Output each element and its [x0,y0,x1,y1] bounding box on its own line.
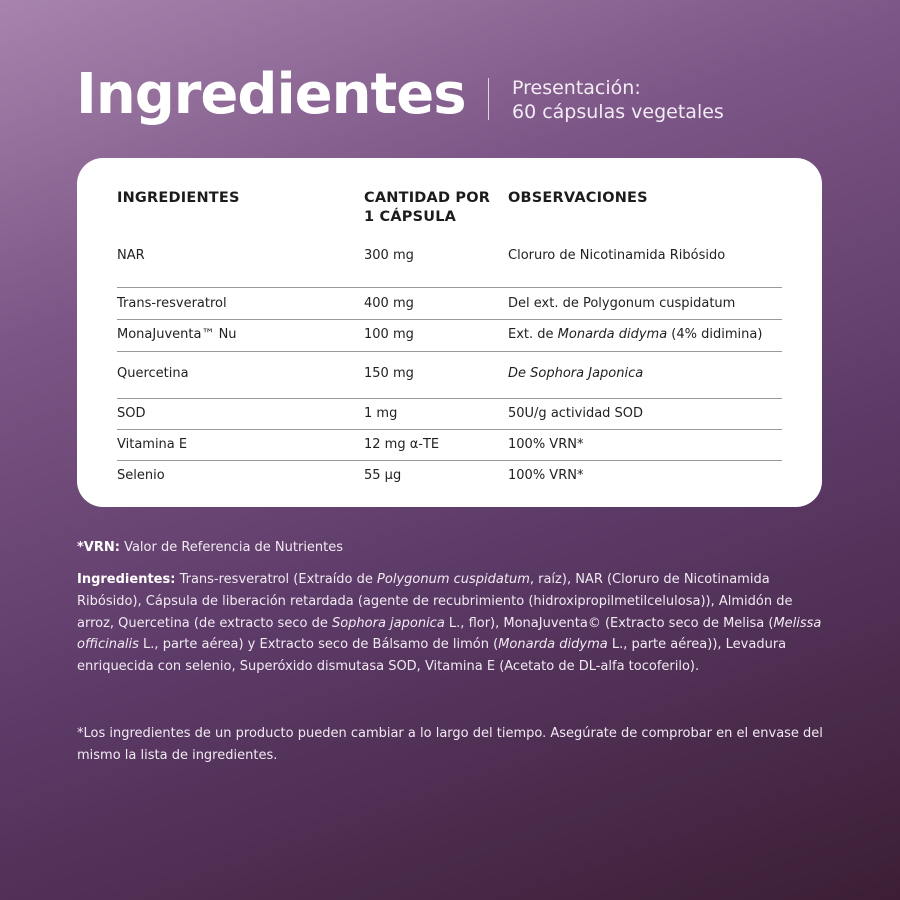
ingredients-list [77,569,827,678]
table-row [117,246,782,288]
header-amount [364,189,490,227]
species-name: Melissa officinalis [77,615,822,653]
ingredients-label: Ingredientes: [77,572,176,587]
row-observation: 100% VRN* [508,468,584,483]
presentation-label: Presentación: [512,77,641,99]
row-ingredient: Selenio [117,468,165,483]
obs-prefix: Ext. de [508,327,558,342]
vrn-label: *VRN: [77,540,120,555]
row-amount: 400 mg [364,296,414,311]
row-ingredient: Quercetina [117,366,189,381]
species-name: Sophora japonica [331,615,445,631]
row-observation: Cloruro de Nicotinamida Ribósido [508,248,726,263]
row-ingredient: Trans-resveratrol [117,296,227,311]
table-row [117,352,782,399]
row-amount: 100 mg [364,327,414,342]
row-ingredient: SOD [117,406,146,421]
header-ingredients: INGREDIENTES [117,190,240,206]
ingredients-text: L., parte aérea) y Extracto seco de Bálsamo de limón ( [138,637,499,653]
row-amount: 55 µg [364,468,402,483]
ingredients-text: L., parte aérea)), Levadura enriquecida con selenio, Superóxido dismutasa SOD, Vitamina E (Acetato de DL-alfa tocoferilo). [77,637,787,675]
table-row [117,461,782,492]
row-ingredient: Vitamina E [117,437,188,452]
vrn-note [77,537,827,559]
table-row [117,399,782,430]
row-ingredient: NAR [117,248,145,263]
obs-suffix: (4% didimina) [667,327,763,342]
row-amount: 150 mg [364,366,414,381]
ingredients-text: L., flor), MonaJuventa© (Extracto seco de Melisa ( [444,615,774,631]
ingredients-text: Trans-resveratrol (Extraído de [175,572,378,587]
row-amount: 300 mg [364,248,414,263]
table-row [117,430,782,461]
table-row [117,320,782,352]
row-amount: 1 mg [364,406,398,421]
presentation-value: 60 cápsulas vegetales [512,101,724,123]
row-ingredient: MonaJuventa™ Nu [117,327,237,342]
row-amount: 12 mg α-TE [364,437,440,452]
vrn-text: Valor de Referencia de Nutrientes [119,540,344,555]
ingredients-text: , raíz), NAR (Cloruro de Nicotinamida Ribósido), Cápsula de liberación retardada (agente de recubrimiento (hidroxipropilmetilcelulosa)), Almidón de arroz, Quercetina (de extracto seco de [77,572,793,631]
row-observation: 100% VRN* [508,437,584,452]
disclaimer: *Los ingredientes de un producto pueden cambiar a lo largo del tiempo. Asegúrate de comprobar en el envase del mismo la lista de ingredientes. [77,726,823,763]
table-row [117,288,782,320]
species-name: Monarda didyma [498,637,608,653]
row-observation: De Sophora Japonica [508,366,644,381]
header-amount-line1: CANTIDAD POR [364,190,491,206]
species-name: Polygonum cuspidatum [377,572,530,587]
ingredients-table-card [77,158,822,507]
header-observations: OBSERVACIONES [508,190,648,206]
row-observation [508,327,762,342]
obs-species: Monarda didyma [557,327,668,342]
row-observation: 50U/g actividad SOD [508,406,644,421]
header-divider [488,78,489,120]
presentation-info [512,76,724,124]
page-title: Ingredientes [76,62,466,127]
header-amount-line2: 1 CÁPSULA [364,209,457,225]
row-observation: Del ext. de Polygonum cuspidatum [508,296,736,311]
